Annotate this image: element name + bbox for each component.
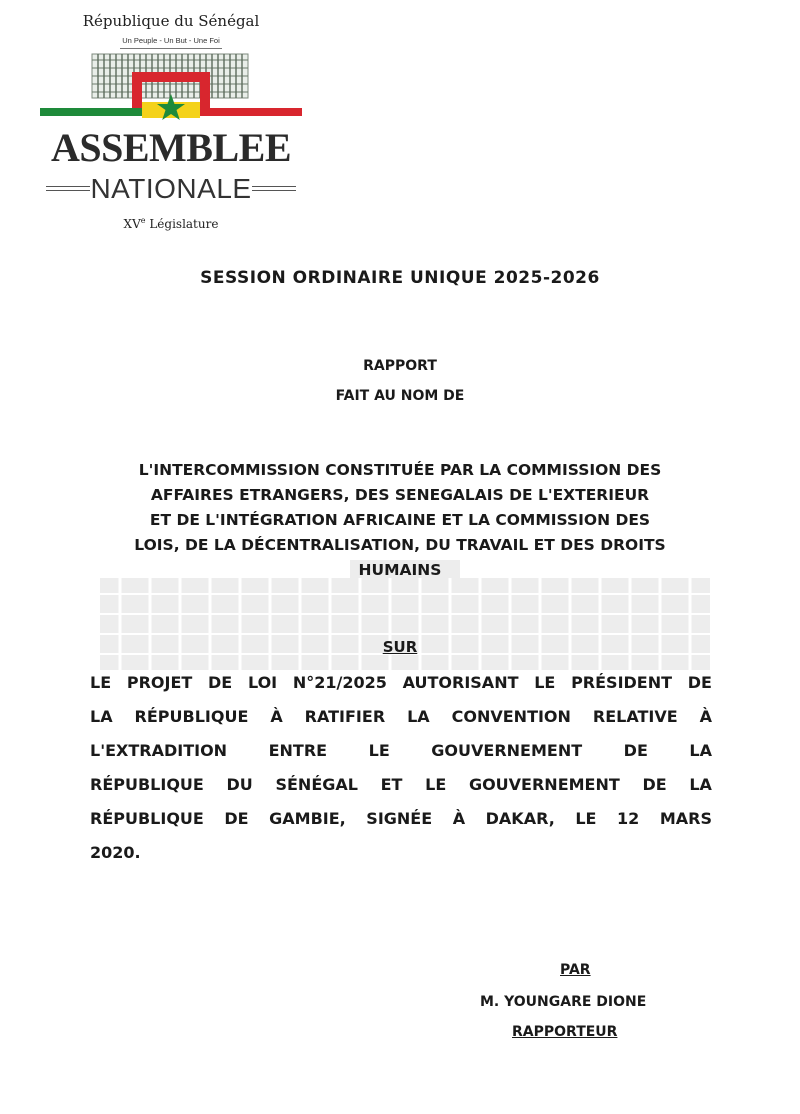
rapporteur-role: RAPPORTEUR [512,1024,618,1040]
legislature-ordinal: e [140,216,146,225]
projet-word: LE [534,673,556,692]
parliament-building-icon [40,48,302,124]
projet-word: 12 [617,809,640,828]
projet-de-loi-block [90,666,712,870]
projet-word: SÉNÉGAL [275,775,358,794]
national-motto: Un Peuple - Un But - Une Foi [122,36,220,45]
projet-word: DE [642,775,667,794]
projet-word: PROJET [126,673,193,692]
projet-word: GOUVERNEMENT [431,741,583,760]
projet-line [90,700,712,734]
nationale-right-rule [252,186,296,191]
projet-line [90,802,712,836]
projet-word: ET [380,775,403,794]
par-label: PAR [560,962,591,978]
projet-word: LA [689,775,712,794]
intercommission-block [95,458,705,583]
legislature-label [40,216,302,231]
projet-word: DE [208,673,233,692]
nationale-wordmark: NATIONALE [90,173,252,204]
nationale-row [40,172,302,206]
sur-heading: SUR [382,638,418,656]
projet-word: LE [368,741,390,760]
projet-word: AUTORISANT [402,673,519,692]
projet-word: MARS [659,809,712,828]
projet-line [90,666,712,700]
projet-line [90,768,712,802]
projet-word: PRÉSIDENT [571,673,673,692]
projet-word: GAMBIE, [269,809,346,828]
projet-word: RÉPUBLIQUE [90,775,204,794]
assemblee-logo [40,8,302,238]
projet-word: CONVENTION [451,707,571,726]
intercommission-line: ET DE L'INTÉGRATION AFRICAINE ET LA COMMISSION DES [149,511,651,529]
republic-title: République du Sénégal [82,12,260,30]
projet-word: SIGNÉE [366,809,433,828]
projet-word: DE [224,809,249,828]
intercommission-line: HUMAINS [358,561,442,579]
projet-word: RATIFIER [304,707,386,726]
projet-word: À [452,809,466,828]
projet-line: 2020. [90,843,141,862]
intercommission-line: LOIS, DE LA DÉCENTRALISATION, DU TRAVAIL ET DES DROITS [134,536,666,554]
projet-word: GOUVERNEMENT [468,775,620,794]
projet-word: À [270,707,283,726]
intercommission-line: AFFAIRES ETRANGERS, DES SENEGALAIS DE L'EXTERIEUR [150,486,650,504]
projet-word: DE [687,673,712,692]
projet-word: LE [425,775,447,794]
legislature-word: Législature [145,217,219,231]
projet-word: DE [623,741,648,760]
rapport-heading: RAPPORT [363,358,437,374]
legislature-number: XV [123,217,141,231]
fait-au-nom-heading: FAIT AU NOM DE [335,388,465,404]
projet-word: DAKAR, [485,809,555,828]
projet-word: LOI [247,673,278,692]
projet-word: À [699,707,712,726]
projet-word: L'EXTRADITION [90,741,228,760]
rapporteur-name: M. YOUNGARE DIONE [480,994,647,1010]
projet-word: DU [226,775,253,794]
projet-word: LE [575,809,597,828]
intercommission-line: L'INTERCOMMISSION CONSTITUÉE PAR LA COMMISSION DES [138,461,662,479]
projet-word: LE [90,673,112,692]
projet-line [90,734,712,768]
projet-word: LA [689,741,712,760]
projet-word: N°21/2025 [292,673,387,692]
session-title: SESSION ORDINAIRE UNIQUE 2025-2026 [200,268,600,288]
assemblee-wordmark: ASSEMBLEE [50,125,292,170]
projet-word: ENTRE [268,741,328,760]
projet-word: RÉPUBLIQUE [134,707,249,726]
projet-word: LA [90,707,113,726]
projet-word: RELATIVE [592,707,678,726]
projet-word: RÉPUBLIQUE [90,809,204,828]
projet-word: LA [407,707,430,726]
